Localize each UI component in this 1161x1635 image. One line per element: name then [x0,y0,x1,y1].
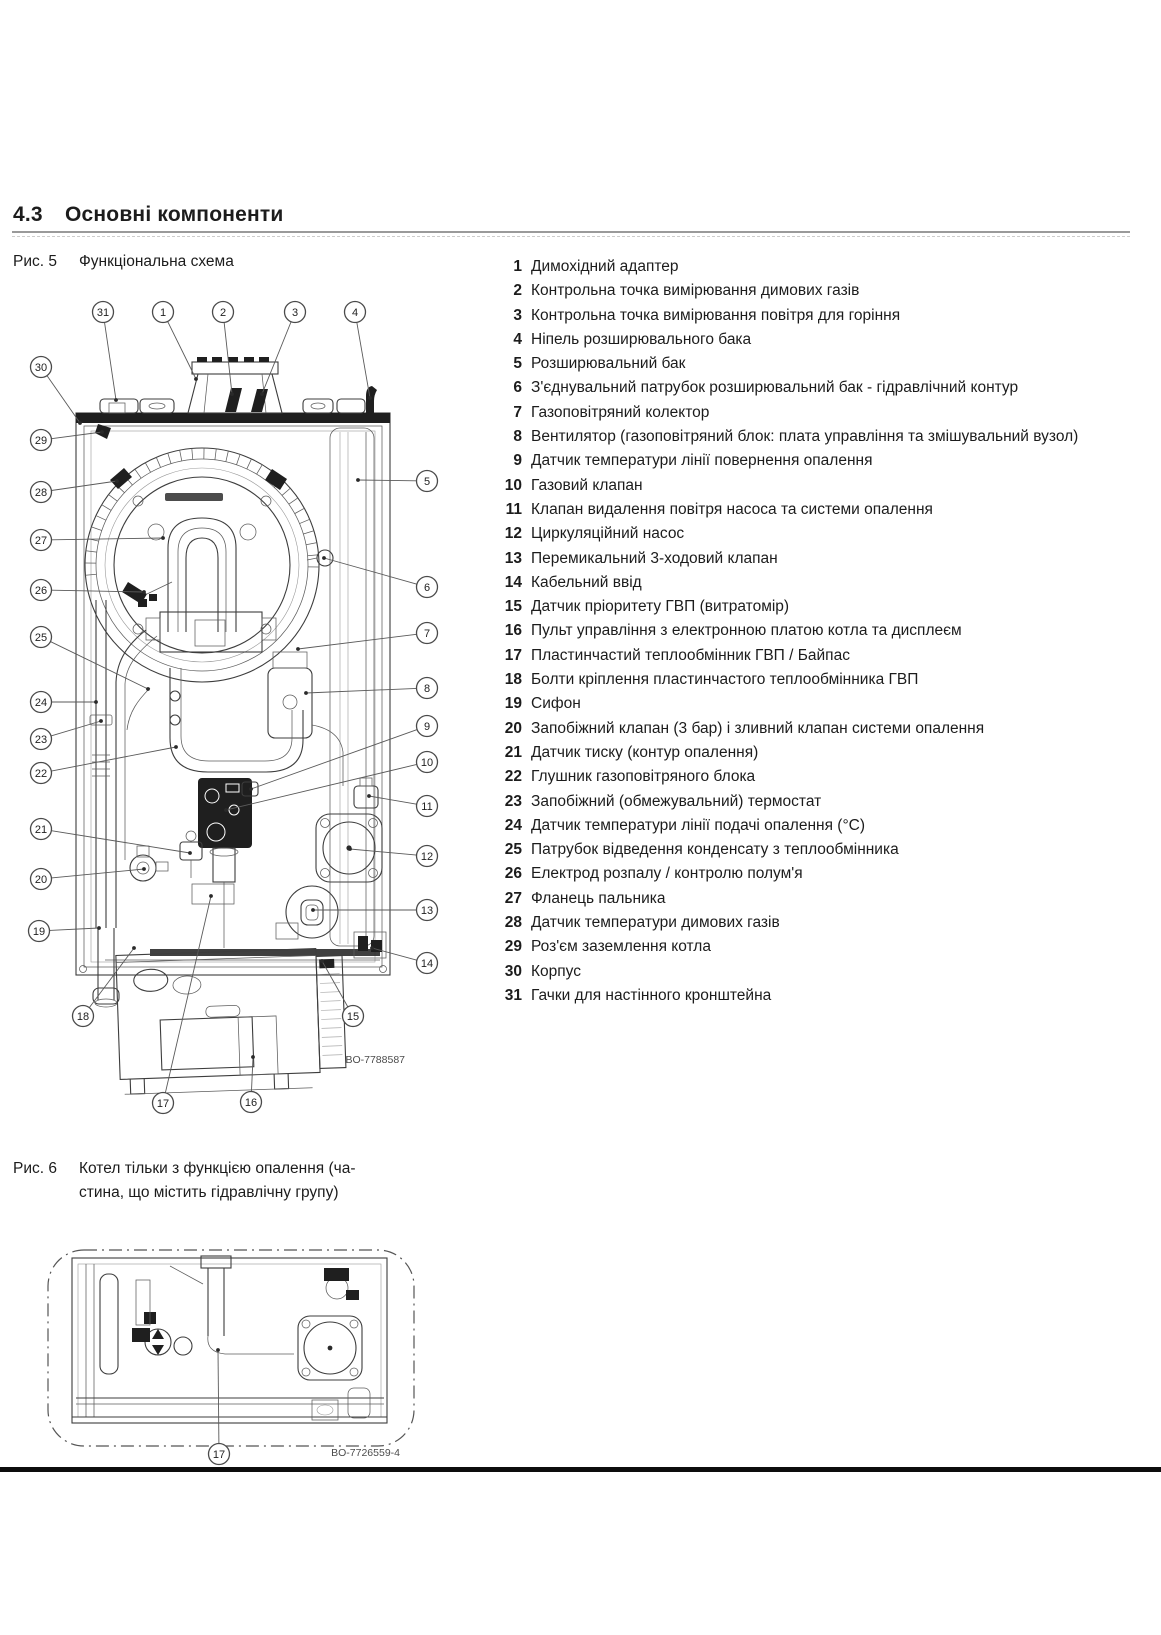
callout-17 [209,1348,230,1464]
legend-item [498,765,1158,789]
legend-item-text: Димохідний адаптер [531,258,679,275]
callout-4 [345,302,372,400]
callout-15 [320,959,363,1026]
legend-item-number: 3 [513,306,522,324]
legend-item-number: 15 [504,598,522,616]
legend-item [498,790,1158,814]
figure5-callouts [29,302,438,1114]
legend-item-text: Газоповітряний колектор [531,403,710,421]
legend-item-text: Сифон [531,695,581,713]
legend-item-text: Датчик температури димових газів [531,914,780,932]
legend-item-text: Роз'єм заземлення котла [531,938,711,956]
callout-5 [356,471,437,492]
legend-item-number: 24 [504,816,522,834]
svg-text:10: 10 [420,756,434,769]
legend-item-number: 9 [513,452,522,470]
svg-text:25: 25 [34,631,48,644]
svg-text:27: 27 [34,534,48,547]
safety-valve [130,846,168,881]
expansion-nipple [366,386,377,413]
legend-item-text: Запобіжний (обмежувальний) термостат [531,792,822,810]
gas-valve [198,778,252,948]
legend-item [498,498,1158,522]
flue-adapter [188,357,282,413]
figure6-code: BO-7726559-4 [331,1447,400,1459]
legend-item [498,401,1158,425]
legend-item-number: 13 [504,549,522,567]
figure5-diagram [10,300,450,1115]
legend-item-number: 14 [504,573,522,591]
flue-test-port [225,388,242,412]
legend-item-number: 29 [504,938,522,956]
legend-item-number: 31 [504,986,522,1004]
svg-text:26: 26 [34,584,48,597]
legend-item-number: 20 [504,719,522,737]
figure6-caption-line2: стина, що містить гідравлічну групу) [79,1184,339,1201]
svg-text:5: 5 [423,475,431,488]
legend-item-number: 17 [504,646,522,664]
svg-text:24: 24 [34,696,48,709]
svg-text:11: 11 [421,800,433,813]
legend-item-number: 28 [504,914,522,932]
svg-text:2: 2 [219,306,227,319]
siphon [93,928,119,1007]
legend-item-number: 30 [504,962,522,980]
figure5-caption [13,250,234,274]
legend-item [498,838,1158,862]
legend-item-text: Клапан видалення повітря насоса та системи опалення [531,500,933,518]
legend-item-text: Пластинчастий теплообмінник ГВП / Байпас [531,646,850,664]
legend-item-number: 12 [504,525,522,543]
legend-item [498,449,1158,473]
legend-item [498,279,1158,303]
legend-list [498,255,1158,1008]
figure6-caption-line1: Котел тільки з функцією опалення (ча- [79,1160,356,1177]
svg-text:21: 21 [34,823,48,836]
figure6-caption [13,1157,355,1205]
legend-item-number: 8 [513,428,522,446]
callout-8 [304,678,437,699]
svg-text:12: 12 [420,850,434,863]
legend-item [498,595,1158,619]
callout-7 [296,623,437,651]
legend-item-text: Гачки для настінного кронштейна [531,986,772,1004]
svg-text:30: 30 [34,361,48,374]
legend-item-text: Перемикальний 3-ходовий клапан [531,549,778,567]
flange-bracket-left [110,468,132,489]
callout-2 [213,302,234,396]
figure5-code: BO-7788587 [345,1054,405,1066]
legend-item [498,547,1158,571]
burner-flange-box [146,612,276,652]
svg-text:17: 17 [156,1097,170,1110]
legend-item-text: Фланець пальника [531,889,666,907]
svg-text:9: 9 [423,720,431,733]
legend-item [498,571,1158,595]
callout-29 [31,430,104,451]
legend-item-text: Пульт управління з електронною платою котла та дисплеєм [531,622,962,640]
legend-item-number: 1 [513,258,522,275]
callout-21 [31,819,192,855]
svg-text:4: 4 [351,306,359,319]
svg-text:15: 15 [346,1010,360,1023]
footer-rule [0,1467,1161,1472]
callout-3 [260,302,305,396]
legend-item-text: Датчик температури лінії подачі опалення (°C) [531,816,866,834]
figure5-caption-text: Функціональна схема [79,253,234,270]
legend-item-text: Ніпель розширювального бака [531,330,752,348]
svg-text:17: 17 [212,1448,226,1461]
legend-item-text: Контрольна точка вимірювання повітря для горіння [531,306,901,324]
svg-text:13: 13 [420,904,434,917]
legend-item [498,474,1158,498]
legend-item-number: 23 [504,792,522,810]
legend-item [498,255,1158,279]
legend-item [498,522,1158,546]
vent-slots [320,974,343,1056]
callout-17 [153,894,213,1113]
muffler-collector [170,668,303,772]
section-number: 4.3 [13,203,43,226]
legend-item-number: 21 [504,743,522,761]
callout-1 [153,302,198,381]
legend-item-text: З'єднувальний патрубок розширювальний бак - гідравлічний контур [531,379,1019,397]
legend-item-number: 18 [504,671,522,689]
legend-item-number: 7 [513,403,522,421]
legend-item [498,644,1158,668]
control-panel [116,948,347,1095]
svg-text:29: 29 [34,434,48,447]
legend-item-number: 16 [504,622,522,640]
legend-item [498,814,1158,838]
figure6-callouts [209,1348,230,1464]
legend-item-number: 10 [504,476,522,494]
legend-item-number: 11 [505,500,522,518]
svg-text:1: 1 [159,306,167,319]
legend-item [498,304,1158,328]
callout-22 [31,745,178,783]
svg-text:28: 28 [34,486,48,499]
callout-24 [31,692,98,713]
condensate-pipe [90,600,157,928]
svg-text:16: 16 [244,1096,258,1109]
insulation-hatch [85,448,319,575]
callout-12 [348,846,437,867]
three-way-valve [276,886,338,939]
legend-item [498,376,1158,400]
callout-31 [93,302,118,402]
fan-unit [268,652,343,786]
figure5-label: Рис. 5 [13,253,57,270]
legend-item [498,984,1158,1008]
svg-text:31: 31 [96,306,110,319]
plate-heat-exchanger [192,884,234,904]
legend-item-text: Циркуляційний насос [531,525,685,543]
callout-23 [31,719,103,749]
legend-item-text: Газовий клапан [531,476,643,494]
heat-exchanger [85,448,319,682]
legend-item-number: 25 [504,841,522,859]
legend-item-text: Запобіжний клапан (3 бар) і зливний клапан системи опалення [531,719,985,737]
ignition-electrode [122,582,172,607]
svg-text:7: 7 [423,627,431,640]
legend-item-number: 22 [504,768,522,786]
heading-rule [12,231,1130,233]
legend-item-text: Електрод розпалу / контролю полум'я [531,865,803,883]
brand-plate [165,493,223,501]
svg-text:14: 14 [420,957,434,970]
legend-item-number: 4 [513,330,522,348]
callout-19 [29,921,101,942]
legend-item [498,352,1158,376]
section-title: Основні компоненти [65,203,284,226]
legend-item [498,911,1158,935]
callout-30 [31,357,82,425]
legend-item-number: 27 [504,889,522,907]
legend-item-number: 26 [504,865,522,883]
expansion-tank [330,428,374,946]
callout-14 [370,946,437,973]
callout-6 [322,556,437,597]
legend-item-text: Кабельний ввід [531,573,642,591]
section-heading [13,203,283,227]
legend-item [498,887,1158,911]
circulation-pump [316,778,382,882]
legend-item-text: Датчик тиску (контур опалення) [531,743,759,761]
legend-item-text: Датчик температури лінії повернення опалення [531,452,873,470]
callout-20 [31,867,146,889]
legend-item-text: Датчик пріоритету ГВП (витратомір) [531,598,790,616]
svg-text:22: 22 [34,767,48,780]
figure6-label: Рис. 6 [13,1160,57,1177]
svg-text:6: 6 [423,581,431,594]
boiler-casing [76,413,390,975]
legend-item [498,668,1158,692]
legend-item [498,862,1158,886]
callout-16 [241,1055,262,1112]
legend-item-text: Болти кріплення пластинчастого теплообмінника ГВП [531,671,919,689]
legend-item [498,692,1158,716]
legend-item-text: Патрубок відведення конденсату з теплообмінника [531,841,899,859]
legend-item [498,741,1158,765]
hydraulic-group [72,1256,387,1423]
legend-item [498,328,1158,352]
tank-connection [307,550,333,566]
svg-text:18: 18 [76,1010,90,1023]
svg-text:23: 23 [34,733,48,746]
legend-item-number: 19 [504,695,522,713]
legend-item-number: 5 [513,355,522,373]
svg-text:20: 20 [34,873,48,886]
heading-rule-dashed [12,236,1130,237]
legend-item-text: Корпус [531,962,581,980]
svg-text:19: 19 [32,925,46,938]
legend-item-number: 6 [513,379,522,397]
svg-text:8: 8 [423,682,431,695]
legend-item [498,619,1158,643]
legend-item [498,717,1158,741]
flange-bracket-right [265,469,287,490]
legend-item-text: Вентилятор (газоповітряний блок: плата управління та змішувальний вузол) [531,428,1079,446]
figure6-diagram [40,1240,420,1470]
callout-18 [73,946,136,1026]
legend-item [498,935,1158,959]
legend-item-text: Розширювальний бак [531,355,686,373]
legend-item [498,425,1158,449]
legend-item-number: 2 [513,282,522,300]
legend-item [498,960,1158,984]
legend-item-text: Контрольна точка вимірювання димових газів [531,282,860,300]
legend-item-text: Глушник газоповітряного блока [531,768,756,786]
svg-text:3: 3 [291,306,299,319]
